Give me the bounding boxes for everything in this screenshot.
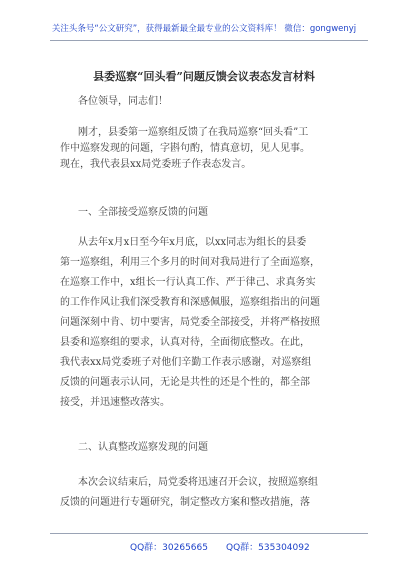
body-line: 接受，并迅速整改落实。 <box>60 397 170 408</box>
body-line: 从去年x月x日至今年x月底，以xx同志为组长的县委 <box>78 237 307 248</box>
section-heading: 一、全部接受巡察反馈的问题 <box>78 207 208 218</box>
body-line: 作中巡察发现的问题，字斟句酌，情真意切，见人见事。 <box>60 143 310 154</box>
document-title: 县委巡察“回头看”问题反馈会议表态发言材料 <box>93 70 315 83</box>
body-line: 问题深刻中肯、切中要害，局党委全部接受，并将严格按照 <box>60 317 320 328</box>
body-line: 本次会议结束后，局党委将迅速召开会议，按照巡察组 <box>78 477 318 488</box>
header-note: 关注头条号“公文研究”，获得最新最全最专业的公文资料库！ 微信：gongwenyj <box>51 24 357 34</box>
footer-qq-group-1: QQ群：30265665 <box>130 543 208 553</box>
body-line: 反馈的问题表示认同，无论是共性的还是个性的，都全部 <box>60 377 310 388</box>
body-line: 县委和巡察组的要求，认真对待，全面彻底整改。在此， <box>60 337 310 348</box>
body-line: 反馈的问题进行专题研究，制定整改方案和整改措施，落 <box>60 497 310 508</box>
body-line: 在巡察工作中，x组长一行认真工作、严于律己、求真务实 <box>60 277 316 288</box>
body-line: 的工作作风让我们深受教育和深感佩服，巡察组指出的问题 <box>60 297 320 308</box>
footer-qq-group-2: QQ群：535304092 <box>226 543 310 553</box>
footer-divider <box>50 533 368 534</box>
salutation: 各位领导，同志们！ <box>78 96 168 107</box>
section-heading: 二、认真整改巡察发现的问题 <box>78 442 208 453</box>
header-divider <box>50 40 368 41</box>
body-line: 刚才，县委第一巡察组反馈了在我局巡察“回头看”工 <box>78 127 309 138</box>
body-line: 现在，我代表县xx局党委班子作表态发言。 <box>60 159 252 170</box>
body-line: 第一巡察组，利用三个多月的时间对我局进行了全面巡察， <box>60 257 320 268</box>
body-line: 我代表xx局党委班子对他们辛勤工作表示感谢，对巡察组 <box>60 357 312 368</box>
